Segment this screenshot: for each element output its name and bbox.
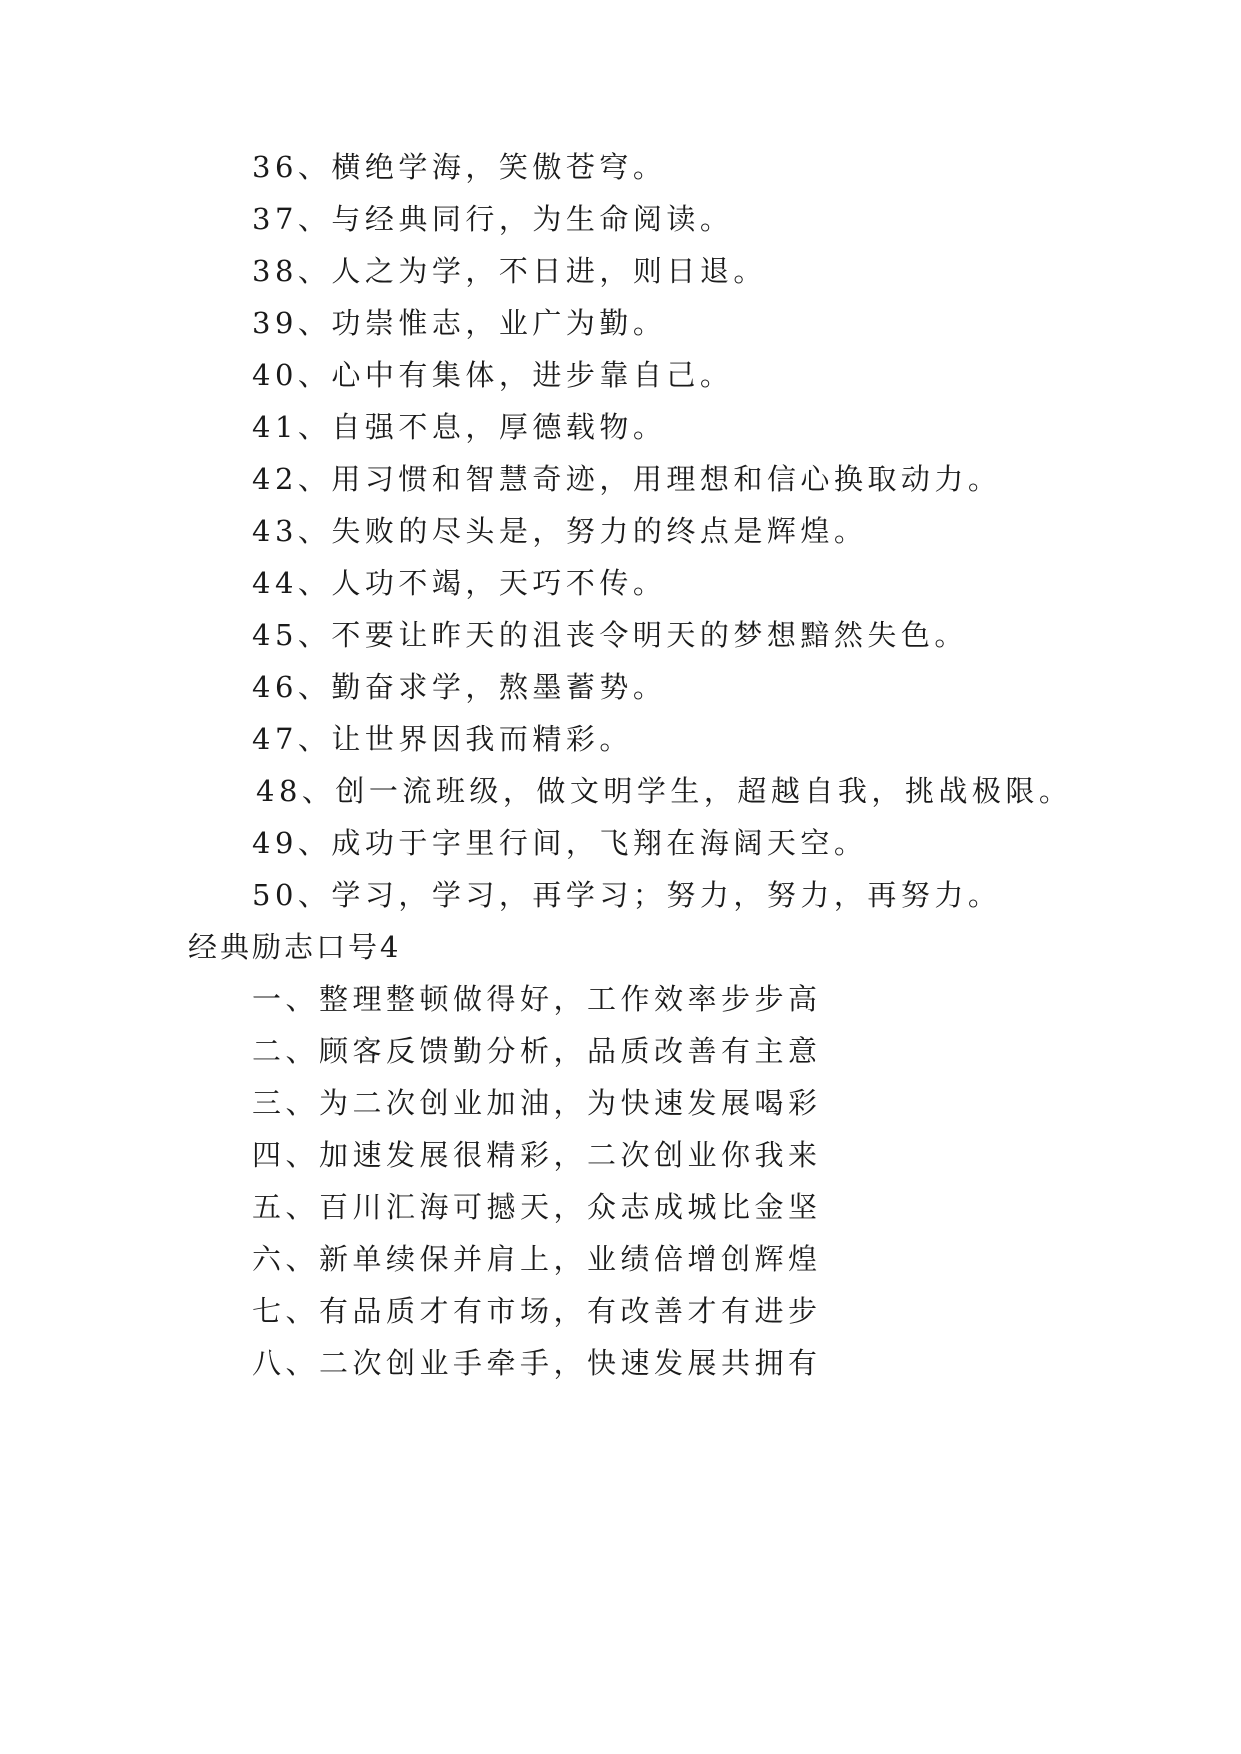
slogan-b-3: 三、为二次创业加油，为快速发展喝彩 [252,1086,822,1120]
slogan-48: 48、创一流班级，做文明学生，超越自我，挑战极限。 [256,774,1073,808]
slogan-39: 39、功崇惟志，业广为勤。 [252,306,667,340]
slogan-36: 36、横绝学海，笑傲苍穹。 [252,150,667,184]
slogan-37: 37、与经典同行，为生命阅读。 [252,202,734,236]
slogan-38: 38、人之为学，不日进，则日退。 [252,254,767,288]
slogan-41: 41、自强不息，厚德载物。 [252,410,667,444]
slogan-49: 49、成功于字里行间，飞翔在海阔天空。 [252,826,868,860]
slogan-44: 44、人功不竭，天巧不传。 [252,566,667,600]
slogan-b-8: 八、二次创业手牵手，快速发展共拥有 [252,1346,822,1380]
slogan-43: 43、失败的尽头是，努力的终点是辉煌。 [252,514,868,548]
slogan-45: 45、不要让昨天的沮丧令明天的梦想黯然失色。 [252,618,968,652]
section-heading: 经典励志口号4 [188,930,402,964]
slogan-47: 47、让世界因我而精彩。 [252,722,633,756]
slogan-b-6: 六、新单续保并肩上，业绩倍增创辉煌 [252,1242,822,1276]
slogan-b-5: 五、百川汇海可撼天，众志成城比金坚 [252,1190,822,1224]
slogan-b-4: 四、加速发展很精彩，二次创业你我来 [252,1138,822,1172]
slogan-40: 40、心中有集体，进步靠自己。 [252,358,734,392]
slogan-b-2: 二、顾客反馈勤分析，品质改善有主意 [252,1034,822,1068]
slogan-42: 42、用习惯和智慧奇迹，用理想和信心换取动力。 [252,462,1002,496]
slogan-46: 46、勤奋求学，熬墨蓄势。 [252,670,667,704]
slogan-b-1: 一、整理整顿做得好，工作效率步步高 [252,982,822,1016]
slogan-b-7: 七、有品质才有市场，有改善才有进步 [252,1294,822,1328]
slogan-50: 50、学习，学习，再学习；努力，努力，再努力。 [252,878,1002,912]
